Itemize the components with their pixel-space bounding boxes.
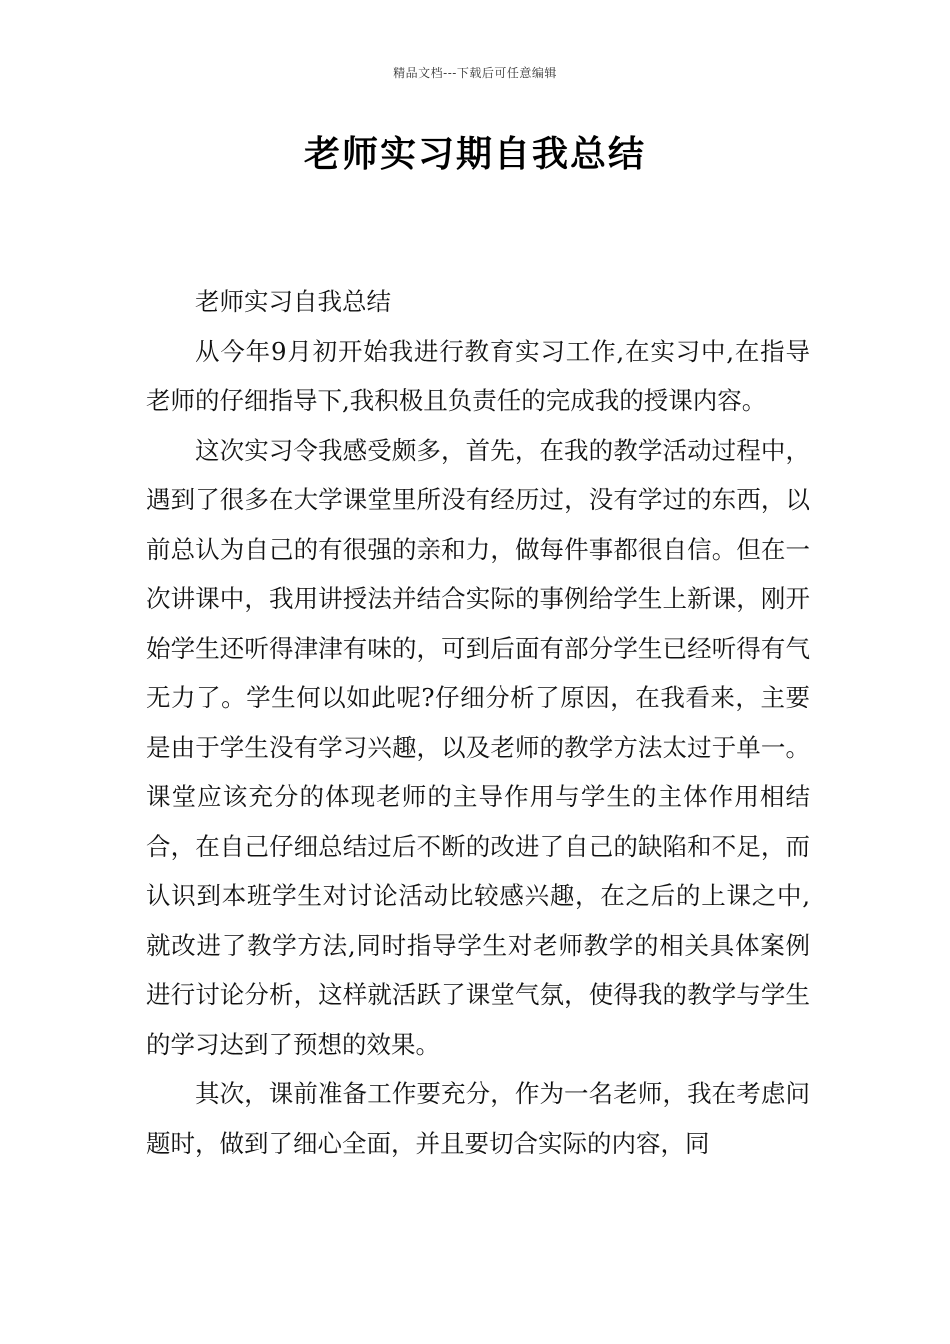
paragraph: 从今年9月初开始我进行教育实习工作,在实习中,在指导老师的仔细指导下,我积极且负责任的完成我的授课内容。 xyxy=(146,336,810,415)
header-note: 精品文档---下载后可任意编辑 xyxy=(393,66,557,80)
paragraph: 这次实习令我感受颇多，首先，在我的教学活动过程中，遇到了很多在大学课堂里所没有经历过，没有学过的东西，以前总认为自己的有很强的亲和力，做每件事都很自信。但在一次讲课中，我用讲授法并结合实际的事例给学生上新课，刚开始学生还听得津津有味的，可到后面有部分学生已经听得有气无力了。学生何以如此呢?仔细分析了原因，在我看来，主要是由于学生没有学习兴趣，以及老师的教学方法太过于单一。课堂应该充分的体现老师的主导作用与学生的主体作用相结合，在自己仔细总结过后不断的改进了自己的缺陷和不足，而认识到本班学生对讨论活动比较感兴趣，在之后的上课之中,就改进了教学方法,同时指导学生对老师教学的相关具体案例进行讨论分析，这样就活跃了课堂气氛，使得我的教学与学生的学习达到了预想的效果。 xyxy=(146,435,810,1059)
paragraph: 其次，课前准备工作要充分，作为一名老师，我在考虑问题时，做到了细心全面，并且要切合实际的内容，同 xyxy=(146,1079,810,1158)
document-body xyxy=(146,277,810,1168)
document-subtitle: 老师实习自我总结 xyxy=(195,287,391,316)
document-title: 老师实习期自我总结 xyxy=(303,134,646,175)
